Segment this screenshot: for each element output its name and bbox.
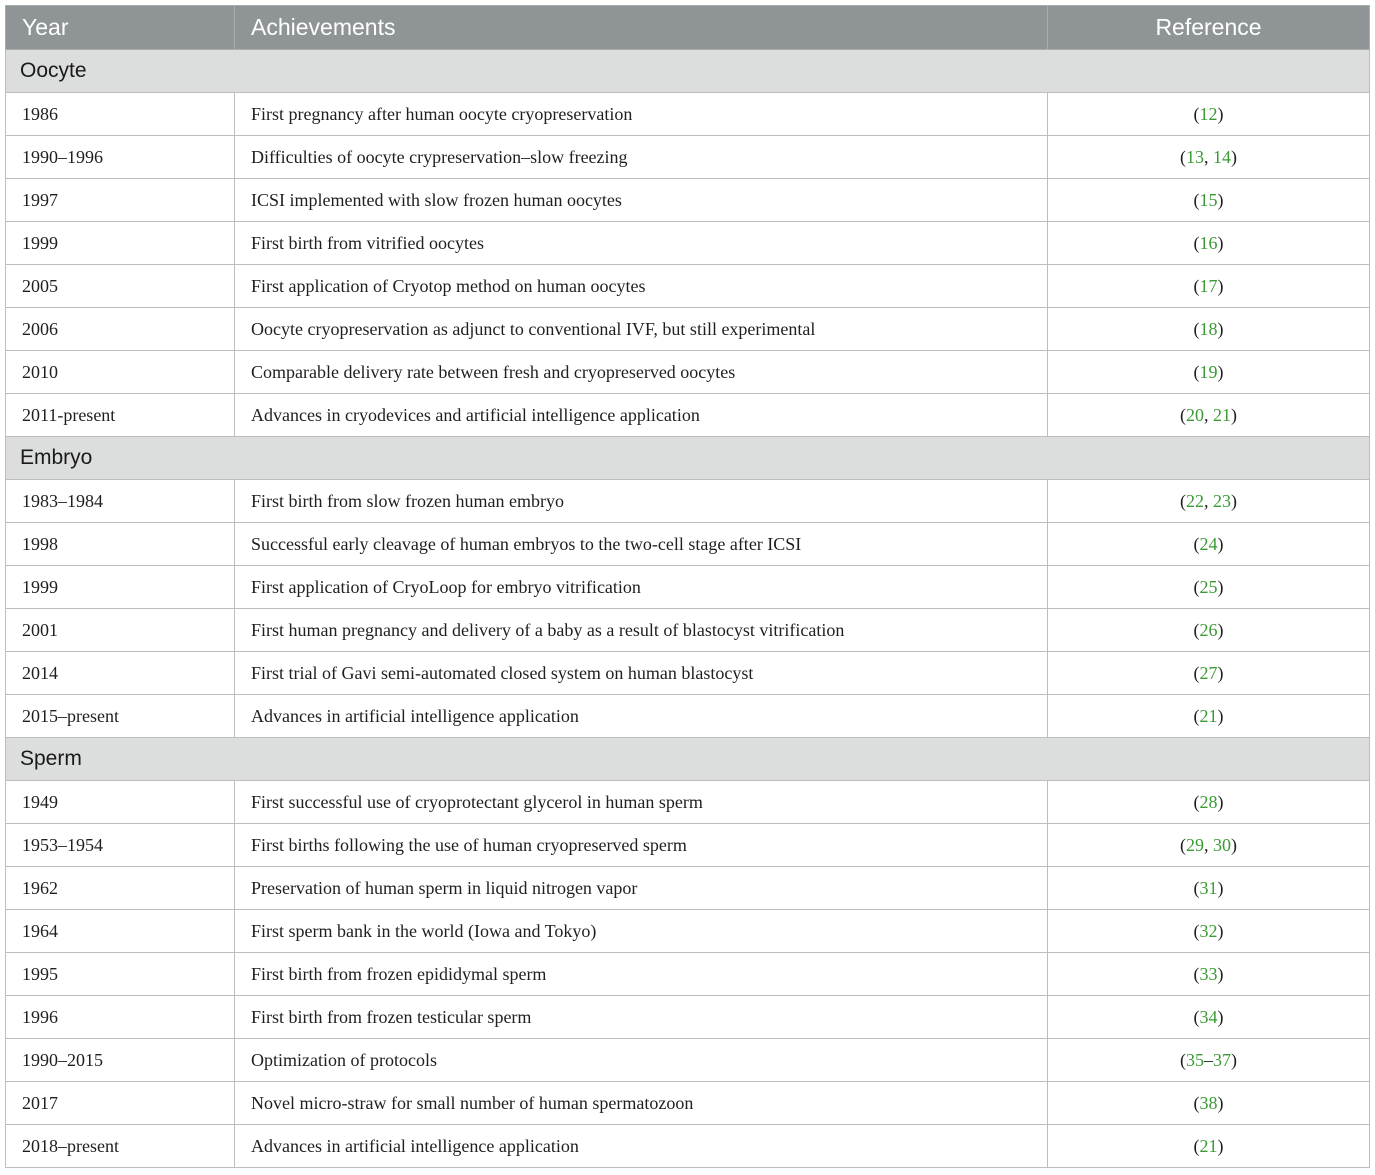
table-row: [6, 480, 1370, 523]
reference-cell: (12): [1048, 93, 1370, 136]
reference-separator: –: [1204, 1049, 1213, 1070]
achievement-cell: Successful early cleavage of human embryos to the two-cell stage after ICSI: [235, 523, 1048, 566]
year-cell: 1999: [6, 222, 235, 265]
cryopreservation-timeline-table: [5, 5, 1370, 1168]
achievement-cell: Preservation of human sperm in liquid nitrogen vapor: [235, 867, 1048, 910]
reference-link[interactable]: 38: [1199, 1092, 1218, 1113]
reference-link[interactable]: 12: [1199, 103, 1218, 124]
table-row: [6, 609, 1370, 652]
year-cell: 1999: [6, 566, 235, 609]
reference-link[interactable]: 27: [1199, 662, 1218, 683]
table-row: [6, 523, 1370, 566]
reference-link[interactable]: 18: [1199, 318, 1218, 339]
reference-cell: (20, 21): [1048, 394, 1370, 437]
table-row: [6, 93, 1370, 136]
reference-separator: ,: [1204, 404, 1213, 425]
achievement-cell: First sperm bank in the world (Iowa and Tokyo): [235, 910, 1048, 953]
reference-cell: (22, 23): [1048, 480, 1370, 523]
reference-cell: (33): [1048, 953, 1370, 996]
year-cell: 1990–1996: [6, 136, 235, 179]
table-row: [6, 1082, 1370, 1125]
table-row: [6, 1039, 1370, 1082]
year-cell: 1997: [6, 179, 235, 222]
reference-separator: ,: [1204, 834, 1213, 855]
year-cell: 2006: [6, 308, 235, 351]
achievement-cell: First human pregnancy and delivery of a baby as a result of blastocyst vitrification: [235, 609, 1048, 652]
section-header-row: [6, 437, 1370, 480]
year-cell: 1998: [6, 523, 235, 566]
table-row: [6, 652, 1370, 695]
year-cell: 1986: [6, 93, 235, 136]
achievement-cell: First birth from slow frozen human embryo: [235, 480, 1048, 523]
reference-cell: (21): [1048, 1125, 1370, 1168]
reference-cell: (17): [1048, 265, 1370, 308]
achievement-cell: Comparable delivery rate between fresh and cryopreserved oocytes: [235, 351, 1048, 394]
year-cell: 2011-present: [6, 394, 235, 437]
reference-separator: ,: [1204, 490, 1213, 511]
achievement-cell: First successful use of cryoprotectant glycerol in human sperm: [235, 781, 1048, 824]
reference-cell: (13, 14): [1048, 136, 1370, 179]
table-row: [6, 695, 1370, 738]
reference-link[interactable]: 33: [1199, 963, 1218, 984]
year-cell: 1995: [6, 953, 235, 996]
reference-link[interactable]: 30: [1213, 834, 1231, 855]
table-row: [6, 265, 1370, 308]
year-cell: 2017: [6, 1082, 235, 1125]
table-body: [6, 50, 1370, 1168]
achievement-cell: First birth from frozen testicular sperm: [235, 996, 1048, 1039]
table-row: [6, 867, 1370, 910]
reference-cell: (24): [1048, 523, 1370, 566]
achievement-cell: First application of Cryotop method on human oocytes: [235, 265, 1048, 308]
reference-cell: (21): [1048, 695, 1370, 738]
table-row: [6, 910, 1370, 953]
table-row: [6, 824, 1370, 867]
year-cell: 1983–1984: [6, 480, 235, 523]
reference-link[interactable]: 29: [1186, 834, 1204, 855]
table-row: [6, 566, 1370, 609]
table-row: [6, 351, 1370, 394]
reference-cell: (32): [1048, 910, 1370, 953]
section-title: Embryo: [6, 437, 1370, 480]
achievement-cell: Difficulties of oocyte crypreservation–slow freezing: [235, 136, 1048, 179]
year-cell: 2015–present: [6, 695, 235, 738]
reference-link[interactable]: 21: [1213, 404, 1231, 425]
reference-link[interactable]: 25: [1199, 576, 1218, 597]
reference-cell: (18): [1048, 308, 1370, 351]
reference-cell: (26): [1048, 609, 1370, 652]
achievement-cell: First pregnancy after human oocyte cryopreservation: [235, 93, 1048, 136]
reference-link[interactable]: 16: [1199, 232, 1218, 253]
section-title: Oocyte: [6, 50, 1370, 93]
reference-link[interactable]: 34: [1199, 1006, 1218, 1027]
year-cell: 2001: [6, 609, 235, 652]
reference-link[interactable]: 21: [1199, 1135, 1218, 1156]
year-cell: 2014: [6, 652, 235, 695]
reference-link[interactable]: 21: [1199, 705, 1218, 726]
reference-link[interactable]: 19: [1199, 361, 1218, 382]
reference-column-header: Reference: [1048, 6, 1370, 50]
table-header-row: [6, 6, 1370, 50]
reference-cell: (31): [1048, 867, 1370, 910]
reference-cell: (25): [1048, 566, 1370, 609]
achievement-cell: First application of CryoLoop for embryo vitrification: [235, 566, 1048, 609]
table-row: [6, 394, 1370, 437]
reference-link[interactable]: 32: [1199, 920, 1218, 941]
section-header-row: [6, 50, 1370, 93]
table-row: [6, 953, 1370, 996]
achievement-cell: Advances in artificial intelligence application: [235, 695, 1048, 738]
reference-cell: (28): [1048, 781, 1370, 824]
reference-link[interactable]: 22: [1186, 490, 1204, 511]
reference-link[interactable]: 13: [1186, 146, 1204, 167]
reference-cell: (38): [1048, 1082, 1370, 1125]
achievement-cell: First birth from vitrified oocytes: [235, 222, 1048, 265]
reference-link[interactable]: 20: [1186, 404, 1204, 425]
achievement-cell: Novel micro-straw for small number of human spermatozoon: [235, 1082, 1048, 1125]
year-cell: 1964: [6, 910, 235, 953]
reference-link[interactable]: 26: [1199, 619, 1218, 640]
reference-cell: (16): [1048, 222, 1370, 265]
reference-cell: (29, 30): [1048, 824, 1370, 867]
section-header-row: [6, 738, 1370, 781]
section-title: Sperm: [6, 738, 1370, 781]
table-row: [6, 308, 1370, 351]
table-row: [6, 996, 1370, 1039]
reference-link[interactable]: 28: [1199, 791, 1218, 812]
year-cell: 2018–present: [6, 1125, 235, 1168]
achievement-cell: Advances in artificial intelligence application: [235, 1125, 1048, 1168]
table-row: [6, 136, 1370, 179]
achievement-cell: Advances in cryodevices and artificial intelligence application: [235, 394, 1048, 437]
table-row: [6, 179, 1370, 222]
reference-cell: (35–37): [1048, 1039, 1370, 1082]
year-column-header: Year: [6, 6, 235, 50]
table-row: [6, 222, 1370, 265]
achievement-cell: Optimization of protocols: [235, 1039, 1048, 1082]
table-row: [6, 781, 1370, 824]
year-cell: 1962: [6, 867, 235, 910]
year-cell: 1996: [6, 996, 235, 1039]
achievement-cell: First births following the use of human cryopreserved sperm: [235, 824, 1048, 867]
reference-link[interactable]: 37: [1213, 1049, 1231, 1070]
reference-cell: (27): [1048, 652, 1370, 695]
reference-link[interactable]: 15: [1199, 189, 1218, 210]
achievement-cell: Oocyte cryopreservation as adjunct to conventional IVF, but still experimental: [235, 308, 1048, 351]
achievement-cell: First trial of Gavi semi-automated closed system on human blastocyst: [235, 652, 1048, 695]
achievement-cell: ICSI implemented with slow frozen human oocytes: [235, 179, 1048, 222]
achievements-column-header: Achievements: [235, 6, 1048, 50]
reference-link[interactable]: 14: [1213, 146, 1231, 167]
reference-cell: (15): [1048, 179, 1370, 222]
reference-link[interactable]: 23: [1213, 490, 1231, 511]
achievement-cell: First birth from frozen epididymal sperm: [235, 953, 1048, 996]
year-cell: 1990–2015: [6, 1039, 235, 1082]
reference-separator: ,: [1204, 146, 1213, 167]
year-cell: 1949: [6, 781, 235, 824]
reference-link[interactable]: 17: [1199, 275, 1218, 296]
year-cell: 2005: [6, 265, 235, 308]
reference-link[interactable]: 24: [1199, 533, 1218, 554]
reference-cell: (34): [1048, 996, 1370, 1039]
table-row: [6, 1125, 1370, 1168]
reference-link[interactable]: 31: [1199, 877, 1218, 898]
reference-link[interactable]: 35: [1186, 1049, 1204, 1070]
reference-cell: (19): [1048, 351, 1370, 394]
year-cell: 1953–1954: [6, 824, 235, 867]
year-cell: 2010: [6, 351, 235, 394]
